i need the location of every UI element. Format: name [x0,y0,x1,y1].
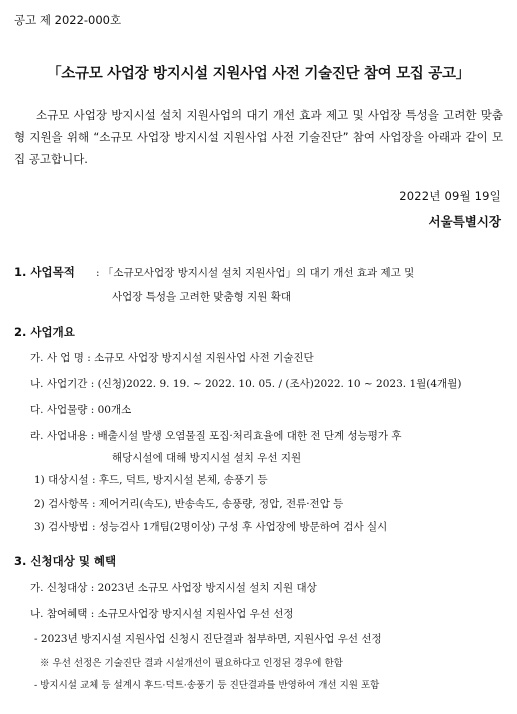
notice-number: 공고 제 2022-000호 [14,13,122,27]
section-3-dash-2: - 방지시설 교체 등 설계시 후드·덕트·송풍기 등 진단결과를 반영하여 개선 지원 포함 [34,680,380,691]
section-2-item-b: 나. 사업기간 : (신청)2022. 9. 19. ~ 2022. 10. 05. / (조사)2022. 10 ~ 2023. 1월(4개월) [30,378,462,390]
section-3-heading: 3. 신청대상 및 혜택 [14,554,117,568]
document-title: 「소규모 사업장 방지시설 지원사업 사전 기술진단 참여 모집 공고」 [47,66,470,82]
section-2-sub-2: 2) 검사항목 : 제어거리(속도), 반송속도, 송풍량, 정압, 전류·전압 등 [34,498,344,510]
section-3-item-a: 가. 신청대상 : 2023년 소규모 사업장 방지시설 설치 지원 대상 [30,582,317,594]
announcement-date: 2022년 09월 19일 [399,189,501,203]
section-2-item-d-line-1: 라. 사업내용 : 배출시설 발생 오염물질 포집·처리효율에 대한 전 단계 성능평가 후 [30,430,402,442]
section-1-line-2: 사업장 특성을 고려한 맞춤형 지원 확대 [112,291,291,303]
section-1-heading: 1. 사업목적 [14,265,75,279]
section-2-sub-3: 3) 검사방법 : 성능검사 1개팀(2명이상) 구성 후 사업장에 방문하여 검사 실시 [34,521,388,533]
intro-paragraph: 소규모 사업장 방지시설 설치 지원사업의 대기 개선 효과 제고 및 사업장 특성을 고려한 맞춤형 지원을 위해 “소규모 사업장 방지시설 지원사업 사전 기술진단” 참여 사업장을 아래과 같이 모집 공고합니다. [14,108,503,166]
issuing-agency: 서울특별시장 [428,214,501,229]
section-2-item-a: 가. 사 업 명 : 소규모 사업장 방지시설 지원사업 사전 기술진단 [30,352,314,364]
section-2-heading: 2. 사업개요 [14,325,75,339]
section-3-note-1: ※ 우선 선정은 기술진단 결과 시설개선이 필요하다고 인정된 경우에 한함 [40,658,343,669]
section-3-dash-1: - 2023년 방지시설 지원사업 신청시 진단결과 첨부하면, 지원사업 우선 선정 [34,633,382,645]
section-2-item-c: 다. 사업물량 : 00개소 [30,404,132,416]
section-2-item-d-line-2: 해당시설에 대해 방지시설 설치 우선 지원 [112,452,302,464]
section-1-line-1: : 「소규모사업장 방지시설 설치 지원사업」의 대기 개선 효과 제고 및 [96,267,415,279]
section-3-item-b: 나. 참여혜택 : 소규모사업장 방지시설 지원사업 우선 선정 [30,608,294,620]
section-2-sub-1: 1) 대상시설 : 후드, 덕트, 방지시설 본체, 송풍기 등 [34,474,268,486]
